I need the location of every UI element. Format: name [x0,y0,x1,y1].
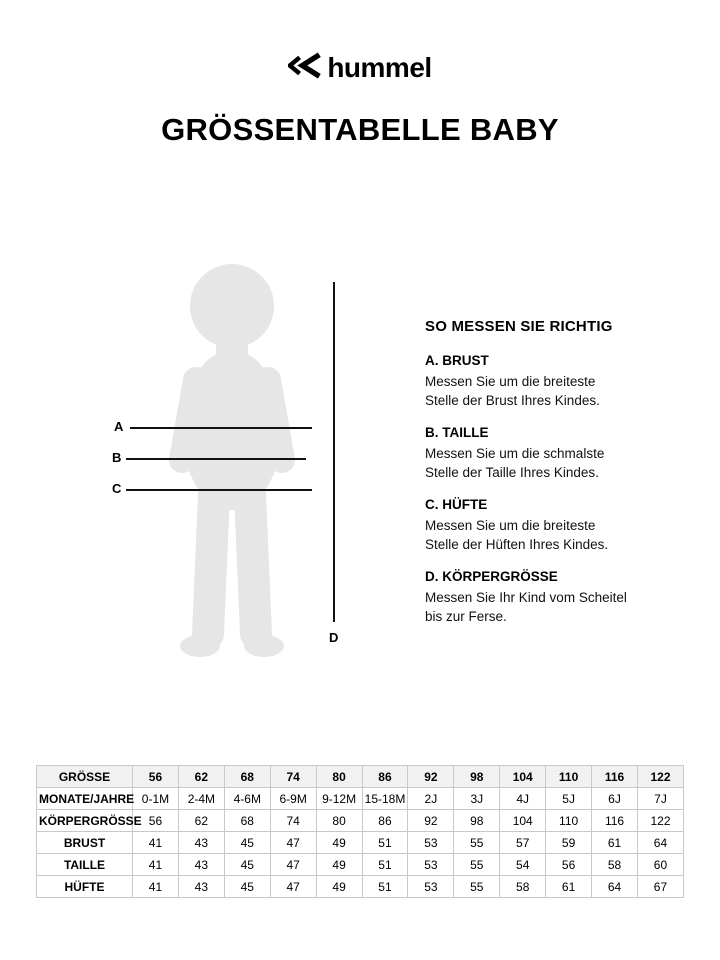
size-cell: 2J [408,788,454,810]
size-cell: 61 [592,832,638,854]
size-cell: 122 [637,810,683,832]
size-cell: 92 [408,766,454,788]
size-cell: 0-1M [133,788,179,810]
table-row [37,766,684,788]
size-cell: 110 [546,810,592,832]
size-cell: 6-9M [270,788,316,810]
size-cell: 58 [500,876,546,898]
measure-label-c: C [112,481,122,496]
measure-line-huefte [126,489,312,491]
instruction-section [425,353,630,410]
table-row [37,832,684,854]
size-cell: 15-18M [362,788,408,810]
size-cell: 64 [592,876,638,898]
size-cell: 98 [454,766,500,788]
size-cell: 49 [316,832,362,854]
size-cell: 68 [224,810,270,832]
size-cell: 61 [546,876,592,898]
size-cell: 110 [546,766,592,788]
size-cell: 4J [500,788,546,810]
size-cell: 104 [500,766,546,788]
size-cell: 43 [178,832,224,854]
size-cell: 64 [637,832,683,854]
size-cell: 55 [454,854,500,876]
table-row [37,876,684,898]
size-cell: 4-6M [224,788,270,810]
size-cell: 51 [362,854,408,876]
table-row [37,854,684,876]
size-cell: 122 [637,766,683,788]
size-cell: 53 [408,876,454,898]
page-title: GRÖSSENTABELLE BABY [161,112,559,147]
size-cell: 2-4M [178,788,224,810]
size-cell: 41 [133,854,179,876]
size-cell: 9-12M [316,788,362,810]
size-cell: 86 [362,766,408,788]
measurement-instructions [425,318,630,641]
row-label: TAILLE [37,854,133,876]
measure-line-koerpergroesse [333,282,335,622]
size-cell: 104 [500,810,546,832]
size-cell: 55 [454,876,500,898]
row-label: GRÖSSE [37,766,133,788]
size-cell: 47 [270,854,316,876]
size-cell: 7J [637,788,683,810]
row-label: BRUST [37,832,133,854]
size-cell: 47 [270,876,316,898]
hummel-chevrons-icon [288,52,322,84]
instruction-text: Messen Sie um die breiteste Stelle der Hüften Ihres Kindes. [425,518,609,552]
size-cell: 45 [224,876,270,898]
size-cell: 68 [224,766,270,788]
measure-line-taille [126,458,306,460]
instruction-sections [425,353,630,626]
size-cell: 49 [316,854,362,876]
size-cell: 74 [270,766,316,788]
instruction-title: D. KÖRPERGRÖSSE [425,569,558,584]
instruction-section [425,497,630,554]
size-cell: 3J [454,788,500,810]
instruction-text: Messen Sie um die schmalste Stelle der Taille Ihres Kindes. [425,446,605,480]
table-row [37,788,684,810]
size-cell: 5J [546,788,592,810]
size-cell: 51 [362,876,408,898]
instruction-text: Messen Sie Ihr Kind vom Scheitel bis zur Ferse. [425,590,627,624]
row-label: HÜFTE [37,876,133,898]
size-cell: 59 [546,832,592,854]
size-cell: 74 [270,810,316,832]
size-cell: 45 [224,832,270,854]
size-cell: 51 [362,832,408,854]
size-cell: 53 [408,832,454,854]
size-cell: 43 [178,854,224,876]
size-cell: 41 [133,832,179,854]
measure-label-b: B [112,450,122,465]
measure-label-a: A [114,419,124,434]
instruction-title: C. HÜFTE [425,497,488,512]
size-cell: 116 [592,766,638,788]
size-cell: 80 [316,810,362,832]
instruction-title: A. BRUST [425,353,489,368]
size-cell: 41 [133,876,179,898]
instruction-text: Messen Sie um die breiteste Stelle der Brust Ihres Kindes. [425,374,600,408]
size-cell: 116 [592,810,638,832]
size-cell: 53 [408,854,454,876]
size-cell: 56 [133,766,179,788]
instructions-heading: SO MESSEN SIE RICHTIG [425,318,613,335]
hummel-logo [0,52,720,84]
size-cell: 57 [500,832,546,854]
size-cell: 55 [454,832,500,854]
size-cell: 56 [133,810,179,832]
size-table-body [37,766,684,898]
size-cell: 45 [224,854,270,876]
size-cell: 62 [178,766,224,788]
size-cell: 58 [592,854,638,876]
hummel-wordmark: hummel [327,52,432,83]
size-cell: 80 [316,766,362,788]
size-cell: 56 [546,854,592,876]
row-label: KÖRPERGRÖSSE [37,810,133,832]
size-cell: 43 [178,876,224,898]
size-cell: 60 [637,854,683,876]
size-cell: 47 [270,832,316,854]
instruction-title: B. TAILLE [425,425,489,440]
size-table [36,765,684,898]
size-cell: 6J [592,788,638,810]
measure-label-d: D [329,630,339,645]
table-row [37,810,684,832]
size-cell: 49 [316,876,362,898]
instruction-section [425,569,630,626]
size-cell: 86 [362,810,408,832]
size-cell: 67 [637,876,683,898]
size-cell: 62 [178,810,224,832]
measure-line-brust [130,427,312,429]
instruction-section [425,425,630,482]
row-label: MONATE/JAHRE [37,788,133,810]
size-cell: 98 [454,810,500,832]
size-cell: 54 [500,854,546,876]
size-cell: 92 [408,810,454,832]
baby-silhouette [140,262,330,662]
